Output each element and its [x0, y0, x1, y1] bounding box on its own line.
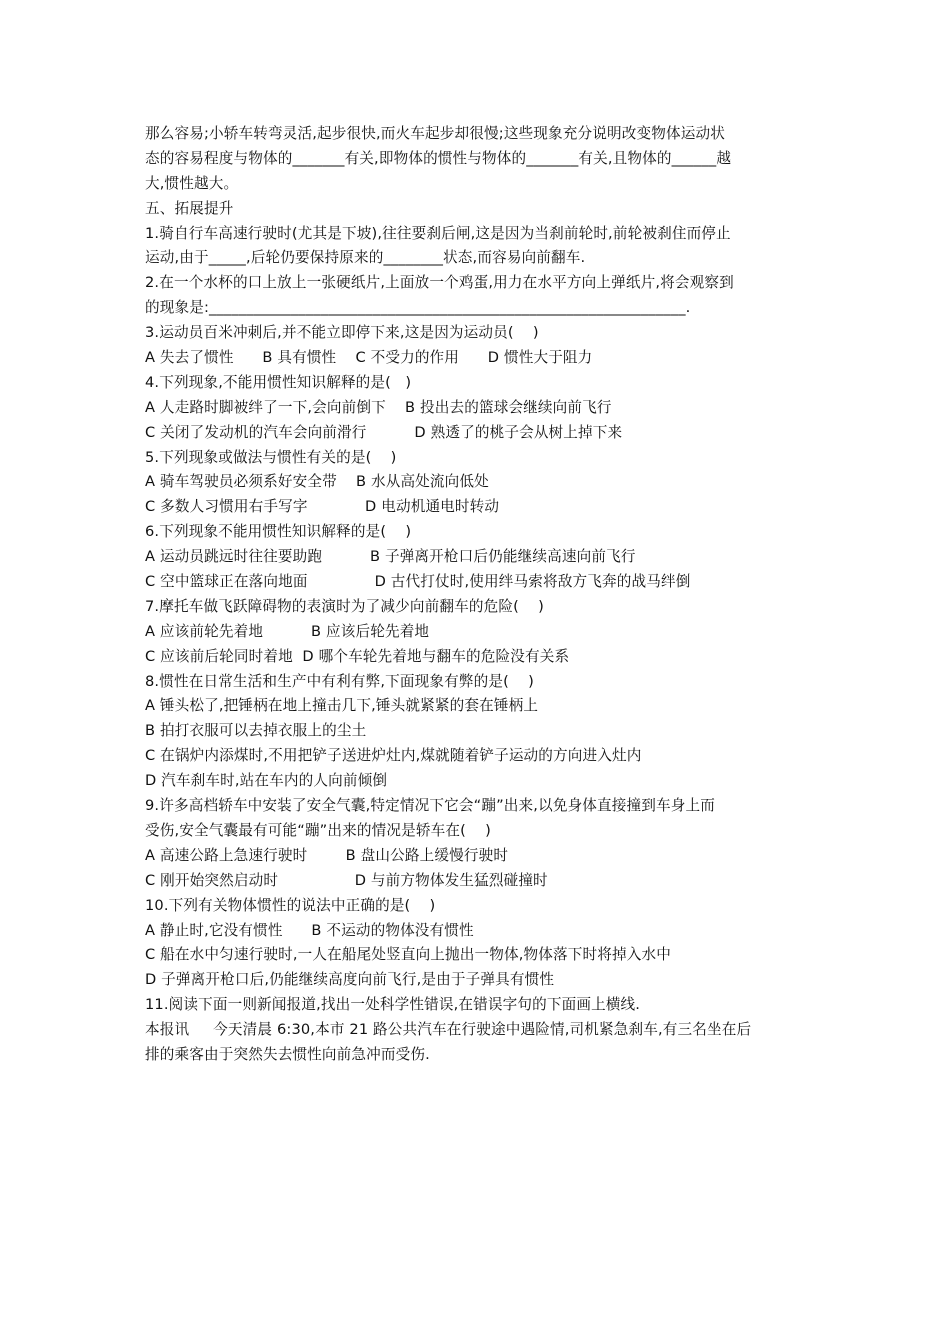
question-11: 11.阅读下面一则新闻报道,找出一处科学性错误,在错误字句的下面画上横线. — [145, 996, 641, 1014]
options-line: C 应该前后轮同时着地 D 哪个车轮先着地与翻车的危险没有关系 — [145, 647, 570, 665]
question-7: 7.摩托车做飞跃障碍物的表演时为了减少向前翻车的危险( ) — [145, 597, 544, 615]
options-line: A 运动员跳远时往往要助跑 B 子弹离开枪口后仍能继续高速向前飞行 — [145, 548, 636, 566]
question-1: 1.骑自行车高速行驶时(尤其是下坡),往往要刹后闸,这是因为当刹前轮时,前轮被刹住而停止 — [145, 224, 731, 242]
options-line: C 空中篮球正在落向地面 D 古代打仗时,使用绊马索将敌方飞奔的战马绊倒 — [145, 573, 691, 591]
options-line: A 静止时,它没有惯性 B 不运动的物体没有惯性 — [145, 921, 474, 939]
options-line: A 锤头松了,把锤柄在地上撞击几下,锤头就紧紧的套在锤柄上 — [145, 697, 539, 715]
document-page — [145, 122, 813, 1068]
text-line: 态的容易程度与物体的_______有关,即物体的惯性与物体的_______有关,且物体的______越 — [145, 149, 732, 167]
options-line: A 人走路时脚被绊了一下,会向前倒下 B 投出去的篮球会继续向前飞行 — [145, 398, 612, 416]
question-2: 2.在一个水杯的口上放上一张硬纸片,上面放一个鸡蛋,用力在水平方向上弹纸片,将会观察到 — [145, 274, 734, 292]
text-line: 受伤,安全气囊最有可能“蹦”出来的情况是轿车在( ) — [145, 821, 491, 839]
options-line: A 骑车驾驶员必须系好安全带 B 水从高处流向低处 — [145, 473, 489, 491]
text-line: 运动,由于_____,后轮仍要保持原来的________状态,而容易向前翻车. — [145, 249, 586, 267]
question-4: 4.下列现象,不能用惯性知识解释的是( ) — [145, 373, 412, 391]
options-line: B 拍打衣服可以去掉衣服上的尘土 — [145, 722, 367, 740]
question-10: 10.下列有关物体惯性的说法中正确的是( ) — [145, 896, 436, 914]
options-line: A 失去了惯性 B 具有惯性 C 不受力的作用 D 惯性大于阻力 — [145, 349, 593, 367]
options-line: D 子弹离开枪口后,仍能继续高度向前飞行,是由于子弹具有惯性 — [145, 971, 555, 989]
options-line: C 在锅炉内添煤时,不用把铲子送进炉灶内,煤就随着铲子运动的方向进入灶内 — [145, 747, 642, 765]
question-9: 9.许多高档轿车中安装了安全气囊,特定情况下它会“蹦”出来,以免身体直接撞到车身上而 — [145, 797, 716, 815]
options-line: C 关闭了发动机的汽车会向前滑行 D 熟透了的桃子会从树上掉下来 — [145, 423, 623, 441]
news-report-line: 排的乘客由于突然失去惯性向前急冲而受伤. — [145, 1045, 430, 1063]
news-report-line: 本报讯 今天清晨 6:30,本市 21 路公共汽车在行驶途中遇险情,司机紧急刹车,有三名坐在后 — [145, 1021, 752, 1039]
question-5: 5.下列现象或做法与惯性有关的是( ) — [145, 448, 397, 466]
text-line: 大,惯性越大。 — [145, 174, 239, 192]
options-line: C 船在水中匀速行驶时,一人在船尾处竖直向上抛出一物体,物体落下时将掉入水中 — [145, 946, 671, 964]
section-heading: 五、拓展提升 — [145, 199, 234, 217]
options-line: C 多数人习惯用右手写字 D 电动机通电时转动 — [145, 498, 500, 516]
question-3: 3.运动员百米冲刺后,并不能立即停下来,这是因为运动员( ) — [145, 324, 539, 342]
question-6: 6.下列现象不能用惯性知识解释的是( ) — [145, 523, 412, 541]
text-line: 的现象是:________________________________________________________________. — [145, 299, 691, 317]
options-line: A 应该前轮先着地 B 应该后轮先着地 — [145, 622, 430, 640]
text-line: 那么容易;小轿车转弯灵活,起步很快,而火车起步却很慢;这些现象充分说明改变物体运动状 — [145, 125, 725, 142]
options-line: A 高速公路上急速行驶时 B 盘山公路上缓慢行驶时 — [145, 846, 509, 864]
options-line: D 汽车刹车时,站在车内的人向前倾倒 — [145, 772, 388, 790]
options-line: C 刚开始突然启动时 D 与前方物体发生猛烈碰撞时 — [145, 871, 548, 889]
question-8: 8.惯性在日常生活和生产中有利有弊,下面现象有弊的是( ) — [145, 672, 534, 690]
